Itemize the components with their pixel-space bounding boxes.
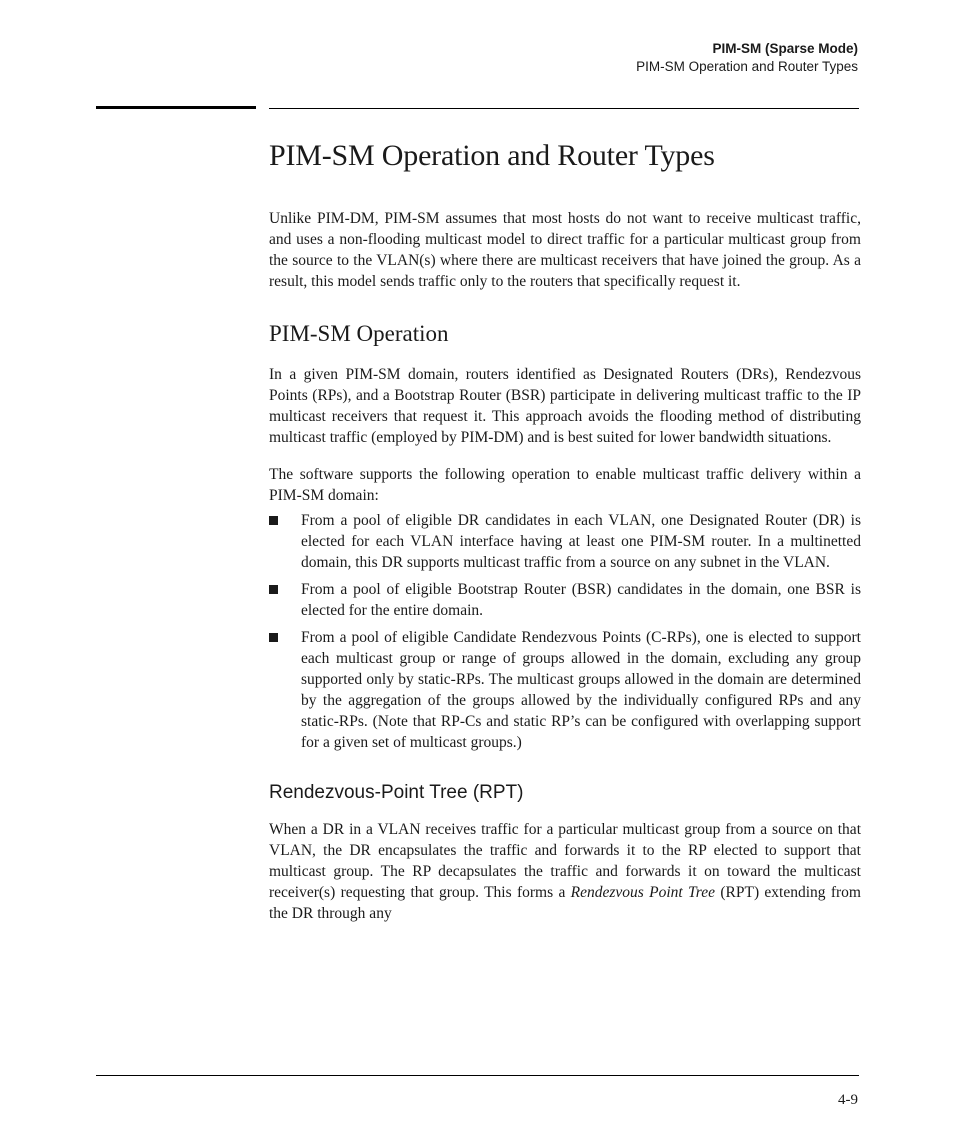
page-title: PIM-SM Operation and Router Types [269, 139, 715, 172]
footer-rule [96, 1075, 859, 1076]
list-item [269, 627, 861, 753]
list-item [269, 510, 861, 573]
rpt-term: Rendezvous Point Tree [570, 884, 716, 901]
header-rule-thick [96, 106, 256, 109]
running-head-chapter: PIM-SM (Sparse Mode) [712, 41, 858, 56]
list-item-text: From a pool of eligible Candidate Rendezvous Points (C-RPs), one is elected to support each multicast group or range of groups allowed in the domain, excluding any group supported only by static-RPs. The multicast groups allowed in the domain are determined by the aggregation of the groups allowed by the individually configured RPs and any static-RPs. (Note that RP-Cs and static RP’s can be configured with overlapping support for a given set of multicast groups.) [301, 629, 861, 751]
running-head [636, 40, 858, 76]
list-item [269, 579, 861, 621]
operation-paragraph-1: In a given PIM-SM domain, routers identified as Designated Routers (DRs), Rendezvous Points (RPs), and a Bootstrap Router (BSR) participate in delivering multicast traffic to the IP multicast receivers that request it. This approach avoids the flooding method of distributing multicast traffic (employed by PIM-DM) and is best suited for lower bandwidth situations. [269, 366, 861, 446]
operation-bullet-list [269, 510, 861, 753]
square-bullet-icon [269, 633, 278, 642]
subsection-heading-rpt: Rendezvous-Point Tree (RPT) [269, 782, 524, 803]
header-rule-thin [269, 108, 859, 109]
rpt-paragraph [269, 819, 861, 924]
intro-paragraph: Unlike PIM-DM, PIM-SM assumes that most hosts do not want to receive multicast traffic, and uses a non-flooding multicast model to direct traffic for a particular multicast group from the source to the VLAN(s) where there are multicast receivers that have joined the group. As a result, this model sends traffic only to the routers that specifically request it. [269, 210, 861, 290]
page-number: 4-9 [838, 1092, 858, 1108]
square-bullet-icon [269, 585, 278, 594]
running-head-section: PIM-SM Operation and Router Types [636, 59, 858, 74]
square-bullet-icon [269, 516, 278, 525]
list-item-text: From a pool of eligible Bootstrap Router (BSR) candidates in the domain, one BSR is elected for the entire domain. [301, 581, 861, 619]
rpt-text-before: When a DR in a VLAN receives traffic for a particular multicast group from a source on that VLAN, the DR encapsulates the traffic and forwards it to the RP elected to support that multicast group. The RP decapsulates the traffic and forwards it on toward the multicast receiver(s) requesting that group. This forms a [269, 821, 861, 901]
operation-paragraph-2: The software supports the following operation to enable multicast traffic delivery within a PIM-SM domain: [269, 466, 861, 504]
list-item-text: From a pool of eligible DR candidates in each VLAN, one Designated Router (DR) is elected for each VLAN interface having at least one PIM-SM router. In a multinetted domain, this DR supports multicast traffic from a source on any subnet in the VLAN. [301, 512, 861, 571]
rpt-text-after: (RPT) extending from the DR through any [269, 884, 861, 922]
main-content [269, 134, 861, 924]
section-heading-operation: PIM-SM Operation [269, 321, 449, 346]
